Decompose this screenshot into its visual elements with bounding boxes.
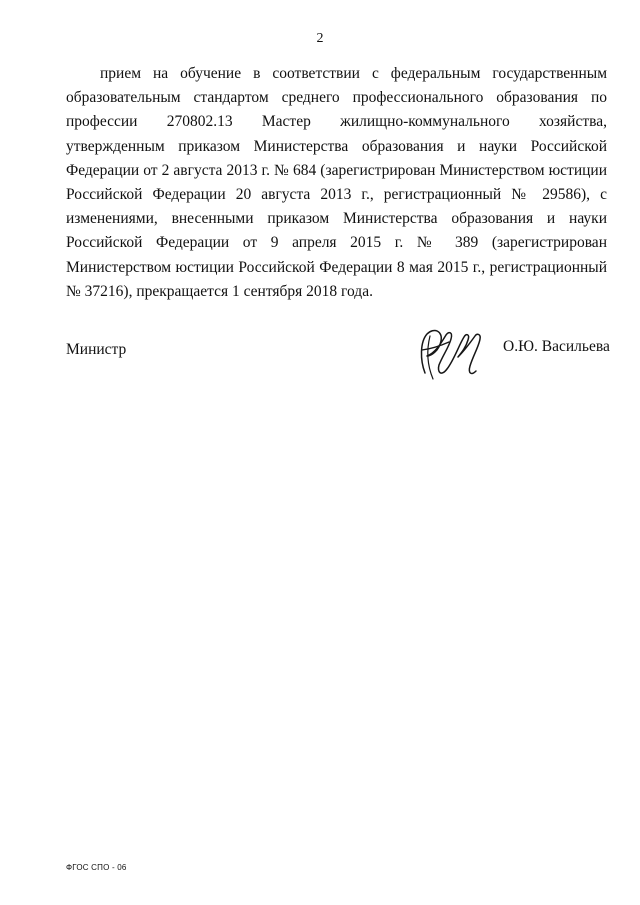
document-body xyxy=(66,62,607,304)
document-code: ФГОС СПО - 06 xyxy=(66,863,127,872)
page-number: 2 xyxy=(316,31,324,46)
body-paragraph: прием на обучение в соответствии с федеральным государственным образовательным стандартом среднего профессионального образования по профессии 270802.13 Мастер жилищно-коммунального хозяйства, утвержденным приказом Министерства образования и науки Российской Федерации от 2 августа 2013 г. № 684 (зарегистрирован Министерством юстиции Российской Федерации 20 августа 2013 г., регистрационный № 29586), с изменениями, внесенными приказом Министерства образования и науки Российской Федерации от 9 апреля 2015 г. № 389 (зарегистрирован Министерством юстиции Российской Федерации 8 мая 2015 г., регистрационный № 37216), прекращается 1 сентября 2018 года. xyxy=(66,65,607,300)
handwritten-signature-icon xyxy=(412,322,492,384)
signatory-name: О.Ю. Васильева xyxy=(503,338,610,355)
signatory-title: Министр xyxy=(66,341,127,358)
